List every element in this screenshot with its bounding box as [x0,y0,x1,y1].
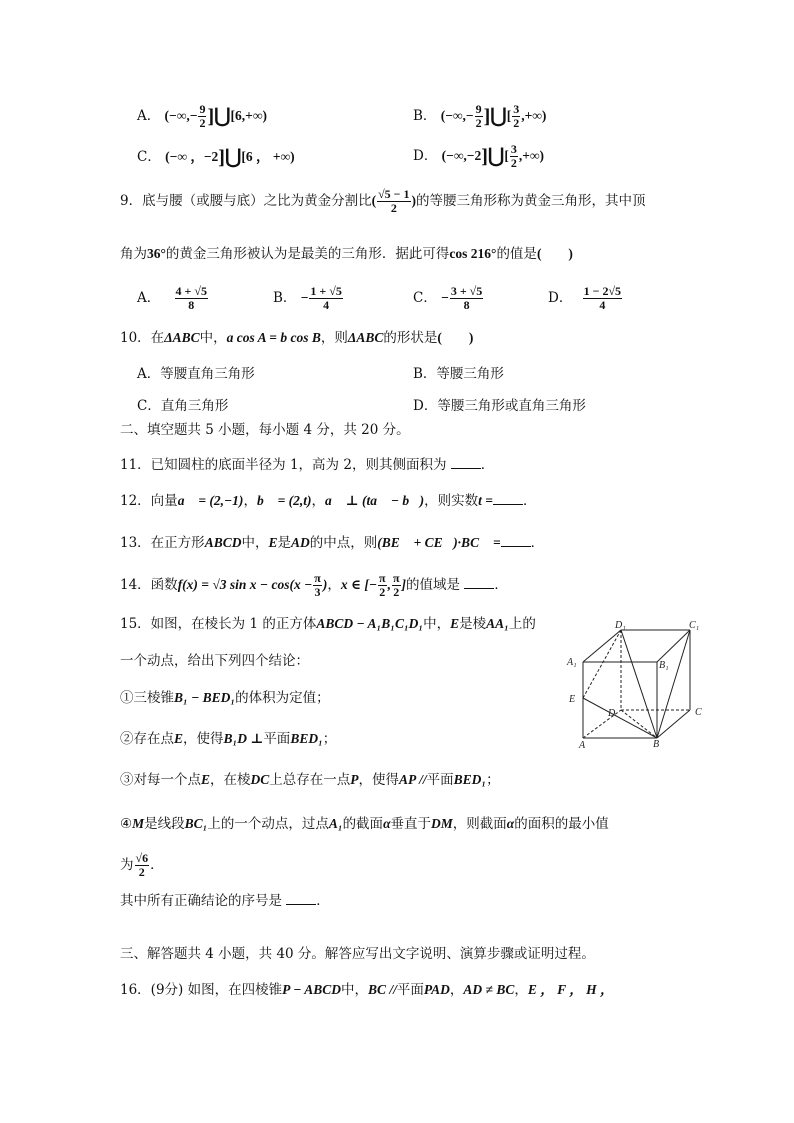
q15-stem-line1: 15．如图，在棱长为 1 的正方体ABCD − A₁B₁C₁D₁中，E是棱AA₁上的 [120,616,536,632]
q15-conclusion-1: ①三棱锥B₁ − BED₁的体积为定值； [120,690,330,706]
q15-conclusion-2: ②存在点E，使得B₁D ⊥平面BED₁； [120,731,337,747]
q9-option-c: C． − $\frac{3 + √5}{8}$ [413,284,483,312]
q15-conclusion-4: ④M是线段BC₁上的一个动点，过点A₁的截面α垂直于DM，则截面α的面积的最小值 [120,816,609,832]
label-a1: A₁ [567,657,577,668]
section3-heading: 三、解答题共 4 小题，共 40 分。解答应写出文字说明、演算步骤或证明过程。 [120,946,595,962]
q10-stem: 10．在ΔABC中，a cos A = b cos B，则ΔABC的形状是( ) [120,330,474,346]
q9-stem-line1: 9．底与腰（或腰与底）之比为黄金分割比( $\frac{√5 - 1}{2}$ )的等腰三角形称为黄金三角形，其中顶 [120,187,646,215]
section2-heading: 二、填空题共 5 小题，每小题 4 分，共 20 分。 [120,422,410,438]
q9-option-b: B． − $\frac{1 + √5}{4}$ [273,284,342,312]
q10-option-d: D．等腰三角形或直角三角形 [413,398,586,414]
label-b1: B₁ [659,660,669,671]
q8-option-c: C． (−∞ ，−2]⋃[6 ， +∞) [137,146,295,169]
q8-option-a: A． (−∞,− $\frac{9}{2}$ ]⋃[6,+∞) [137,102,267,130]
q13: 13．在正方形ABCD中，E是AD的中点，则(BE⃗ + CE⃗)·BC⃗ = ． [120,532,544,553]
q8-option-d: D． (−∞,−2]⋃[ $\frac{3}{2}$ ,+∞) [413,142,545,170]
q15-final: 其中所有正确结论的序号是 ． [120,890,330,911]
q15-stem-line2: 一个动点，给出下列四个结论： [120,653,309,669]
label-a: A [579,740,586,750]
q15-conclusion-4-cont: 为 $\frac{√6}{2}$ ． [120,851,164,879]
q14: 14．函数f(x) = √3 sin x − cos(x − $\frac{\pi}{3}$ )，x ∈ [− $\frac{\pi}{2}$ , $\frac{\pi}{2}$ ]的值域是 ． [120,571,508,599]
q12: 12．向量a⃗ = (2,−1)，b⃗ = (2,t)，a⃗ ⊥ (ta⃗ − b⃗)，则实数t = ． [120,490,536,511]
label-c1: C₁ [689,620,700,631]
q10-option-c: C．直角三角形 [137,398,229,414]
cube-figure [563,620,713,750]
label-d1: D₁ [615,620,626,631]
q10-option-a: A．等腰直角三角形 [137,366,255,382]
q11: 11．已知圆柱的底面半径为 1，高为 2，则其侧面积为 ． [120,454,494,475]
label-b: B [653,739,660,750]
q9-stem-line2: 角为36°的黄金三角形被认为是最美的三角形．据此可得cos 216°的值是( ) [120,246,573,262]
label-c: C [695,707,702,718]
q16-stem: 16．(9分) 如图，在四棱锥P − ABCD中，BC //平面PAD，AD ≠ BC，E ， F ， H ， [120,982,614,998]
q8-option-b: B． (−∞,− $\frac{9}{2}$ ]⋃[ $\frac{3}{2}$ ,+∞) [413,102,547,130]
q10-option-b: B．等腰三角形 [413,366,504,382]
q15-conclusion-3: ③对每一个点E，在棱DC上总存在一点P，使得AP //平面BED₁； [120,772,500,788]
q9-option-d: D． $\frac{1 - 2√5}{4}$ [548,284,622,312]
q9-option-a: A． $\frac{4 + √5}{8}$ [137,284,207,312]
label-d: D [608,708,616,719]
label-e: E [569,694,576,705]
